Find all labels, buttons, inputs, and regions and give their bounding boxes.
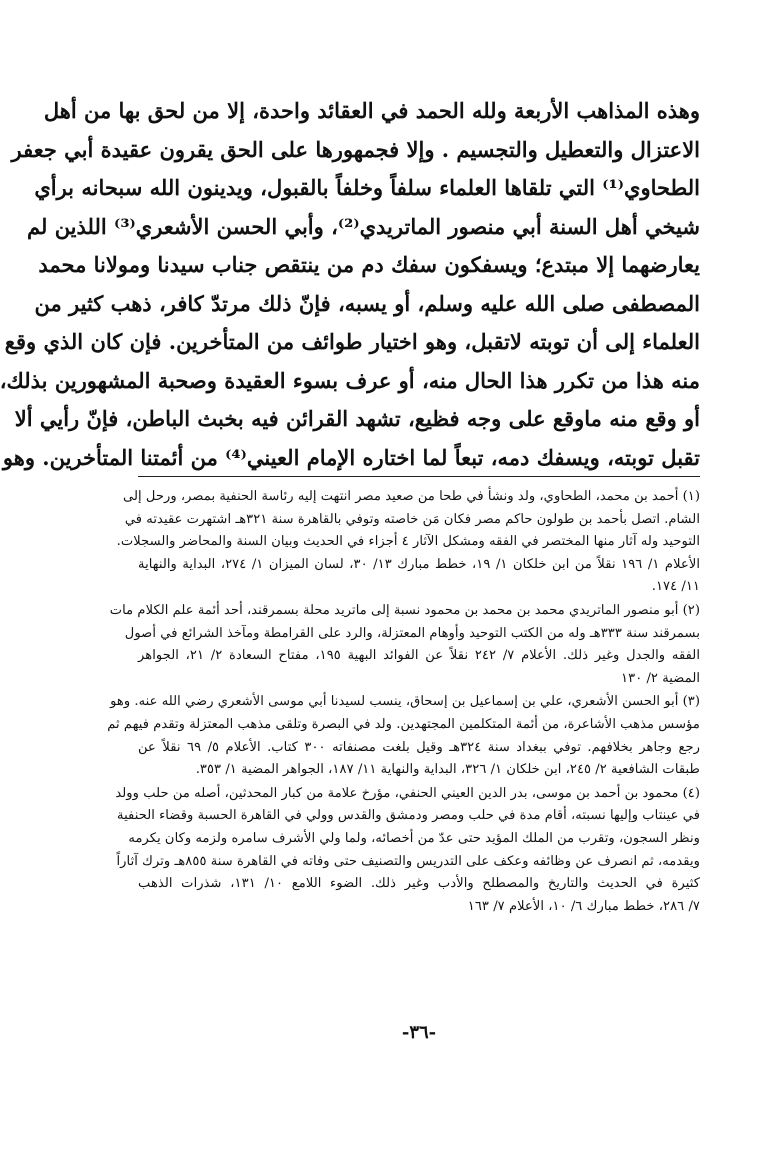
main-text-line: الطحاوي⁽¹⁾ التي تلقاها العلماء سلفاً وخلفاً بالقبول، ويدينون الله سبحانه برأي xyxy=(34,175,700,200)
footnote-line: المضية ٢/ ١٣٠ xyxy=(621,670,700,686)
footnote-line: طبقات الشافعية ٢/ ٢٤٥، ابن خلكان ١/ ٣٢٦، البداية والنهاية ١١/ ١٨٧، الجواهر المضية ١/ ٣٥٣. xyxy=(195,762,700,778)
footnote-line: ويقدمه، ثم انصرف عن وظائفه وعكف على التدريس والتصنيف حتى وفاته في القاهرة سنة ٨٥٥هـ وترك آثاراً xyxy=(116,853,700,869)
page-number: -٣٦- xyxy=(401,1022,437,1043)
main-text xyxy=(0,92,700,477)
footnote-line: كثيرة في الحديث والتاريخ والمصطلح والأدب وغير ذلك. الضوء اللامع ١٠/ ١٣١، شذرات الذهب xyxy=(138,876,700,892)
main-text-line: العلماء إلى أن توبته لاتقبل، وهو اختيار طوائف من المتأخرين. فإن كان الذي وقع xyxy=(4,329,700,354)
main-text-line: وهذه المذاهب الأربعة ولله الحمد في العقائد واحدة، إلا من لحق بها من أهل xyxy=(43,98,700,123)
main-text-line: الاعتزال والتعطيل والتجسيم . وإلا فجمهورها على الحق يقرون عقيدة أبي جعفر xyxy=(11,136,700,162)
footnote-line: التوحيد وله آثار منها المختصر في الفقه ومشكل الآثار ٤ أجزاء في الحديث وبيان السنة والمحاضر والسجلات. xyxy=(116,534,700,550)
main-text-line: المصطفى صلى الله عليه وسلم، أو يسبه، فإنّ ذلك مرتدّ كافر، ذهب كثير من xyxy=(34,290,700,316)
footnote-line: في عينتاب وإليها نسبته، أقام مدة في حلب ومصر ودمشق والقدس وولي في القاهرة الحسبة وقضاء الحنفية xyxy=(117,808,700,824)
footnote-line: مؤسس مذهب الأشاعرة، من أئمة المتكلمين المجتهدين. ولد في البصرة وتلقى مذهب المعتزلة وتقدم فيهم ثم xyxy=(107,716,700,732)
main-text-line: أو وقع منه ماوقع على وجه فظيع، تشهد القرائن فيه بخبث الباطن، فإنّ رأيي ألا xyxy=(14,406,700,431)
main-text-line: منه هذا من تكرر هذا الحال منه، أو عرف بسوء العقيدة وصحبة المشهورين بذلك، xyxy=(0,367,700,393)
footnote-line: ٧/ ٢٨٦، خطط مبارك ٦/ ١٠، الأعلام ٧/ ١٦٣ xyxy=(467,898,700,914)
footnote-line: (٤) محمود بن أحمد بن موسى، بدر الدين العيني الحنفي، مؤرخ علامة من كبار المحدثين، أصله من حلب وولد xyxy=(115,785,700,801)
footnote-line: (١) أحمد بن محمد، الطحاوي، ولد ونشأ في طحا من صعيد مصر انتهت إليه رئاسة الحنفية بمصر، ورحل إلى xyxy=(122,489,700,504)
footnote-4 xyxy=(115,783,700,919)
main-text-line: يعارضهما إلا مبتدع؛ ويسفكون سفك دم من ينتقص جناب سيدنا ومولانا محمد xyxy=(38,252,700,277)
footnote-line: الشام. اتصل بأحمد بن طولون حاكم مصر فكان مَن خاصته وتوفي بالقاهرة سنة ٣٢١هـ اشتهرت عقيدته في xyxy=(124,511,700,527)
footnote-2 xyxy=(109,600,700,690)
footnotes xyxy=(107,486,700,919)
main-text-line: تقبل توبته، ويسفك دمه، تبعاً لما اختاره الإمام العيني⁽⁴⁾ من أئمتنا المتأخرين. وهو xyxy=(2,444,700,470)
footnote-line: ونظر السجون، وتقرب من الملك المؤيد حتى عدّ من أخصائه، ولما ولي الأشرف سامره ولزمه وكان يكرمه xyxy=(128,830,700,846)
footnote-line: (٢) أبو منصور الماتريدي محمد بن محمد بن محمود نسبة إلى ماتريد محلة بسمرقند، أحد أئمة علم الكلام مات xyxy=(109,602,700,618)
footnote-1 xyxy=(116,486,700,599)
footnote-3 xyxy=(107,691,700,781)
footnote-line: الفقه والجدل وغير ذلك. الأعلام ٧/ ٢٤٢ نقلاً عن الفوائد البهية ١٩٥، مفتاح السعادة ٢/ ٢١، الجواهر xyxy=(138,648,700,664)
footnote-line: بسمرقند سنة ٣٣٣هـ وله من الكتب التوحيد وأوهام المعتزلة، والرد على القرامطة ومآخذ الشرائع في أصول xyxy=(124,625,700,641)
main-text-line: شيخي أهل السنة أبي منصور الماتريدي⁽²⁾، وأبي الحسن الأشعري⁽³⁾ اللذين لم xyxy=(27,213,700,239)
footnote-line: (٣) أبو الحسن الأشعري، علي بن إسماعيل بن إسحاق، ينسب لسيدنا أبي موسى الأشعري رضي الله عنه. وهو xyxy=(110,694,700,710)
footnote-line: الأعلام ١/ ١٩٦ نقلاً من ابن خلكان ١/ ١٩، خطط مبارك ١٣/ ٣٠، لسان الميزان ١/ ٢٧٤، البداية والنهاية xyxy=(138,556,700,572)
footnote-line: ١١/ ١٧٤. xyxy=(651,579,700,595)
footnote-line: رجع وجاهر بخلافهم. توفي ببغداد سنة ٣٢٤هـ وقيل بلغت مصنفاته ٣٠٠ كتاب. الأعلام ٥/ ٦٩ نقلاً عن xyxy=(138,739,700,755)
footnote-separator xyxy=(138,476,700,477)
